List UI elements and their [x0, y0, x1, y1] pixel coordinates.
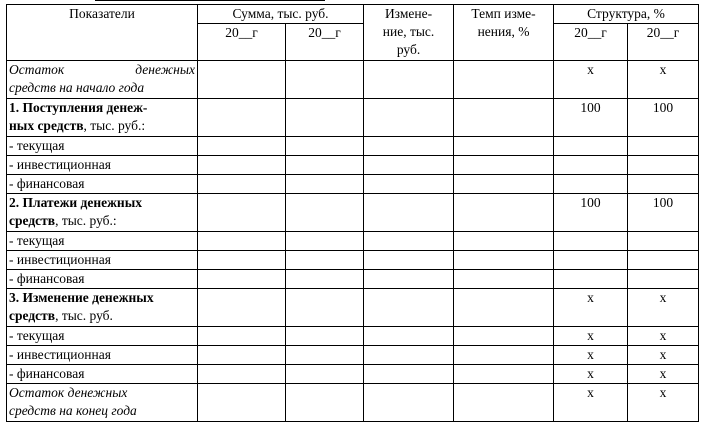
- cell: [628, 156, 699, 175]
- x-mark: x: [554, 365, 628, 384]
- label-operating: - текущая: [7, 137, 198, 156]
- label-operating: - текущая: [7, 232, 198, 251]
- header-rate-line1: Темп изме-: [471, 6, 536, 21]
- x-mark: x: [554, 346, 628, 365]
- net-change-line1: 3. Изменение денежных: [9, 290, 154, 305]
- cell: [628, 270, 699, 289]
- cell: [628, 175, 699, 194]
- closing-balance-structure-2: x: [628, 384, 699, 422]
- label-financing: - финансовая: [7, 270, 198, 289]
- cell: [454, 156, 554, 175]
- cell: [454, 251, 554, 270]
- header-sum-year-2: 20__г: [286, 24, 364, 61]
- cash-flow-analysis-table: [6, 4, 699, 422]
- closing-balance-line2: средств на конец года: [9, 403, 137, 418]
- cell: [198, 61, 286, 99]
- cell: [628, 232, 699, 251]
- outflows-line2-rest: , тыс. руб.:: [55, 213, 117, 228]
- row-inflows-investing: [7, 156, 699, 175]
- label-inflows: [7, 99, 198, 137]
- label-net-change: [7, 289, 198, 327]
- header-change-line3: руб.: [396, 42, 421, 57]
- inflows-line2-rest: , тыс. руб.:: [83, 118, 146, 133]
- label-financing: - финансовая: [7, 365, 198, 384]
- row-inflows-financing: [7, 175, 699, 194]
- inflows-line1: 1. Поступления денеж-: [9, 100, 148, 115]
- cell: [198, 365, 286, 384]
- cell: [286, 232, 364, 251]
- label-outflows: [7, 194, 198, 232]
- cell: [628, 251, 699, 270]
- cell: [198, 137, 286, 156]
- cell: [198, 346, 286, 365]
- header-change-line1: Измене-: [384, 6, 433, 21]
- cell: [364, 156, 454, 175]
- cell: [198, 156, 286, 175]
- row-outflows: [7, 194, 699, 232]
- cell: [364, 365, 454, 384]
- closing-balance-structure-1: x: [554, 384, 628, 422]
- x-mark: x: [628, 365, 699, 384]
- x-mark: x: [554, 327, 628, 346]
- inflows-structure-1: 100: [554, 99, 628, 137]
- cell: [364, 137, 454, 156]
- cell: [364, 61, 454, 99]
- inflows-structure-2: 100: [628, 99, 699, 137]
- cell: [628, 137, 699, 156]
- cell: [286, 194, 364, 232]
- outflows-structure-1: 100: [554, 194, 628, 232]
- label-financing: - финансовая: [7, 175, 198, 194]
- cell: [454, 175, 554, 194]
- cell: [286, 270, 364, 289]
- label-investing: - инвестиционная: [7, 346, 198, 365]
- row-net-change-operating: [7, 327, 699, 346]
- closing-balance-line1: Остаток денежных: [9, 385, 128, 400]
- cell: [554, 270, 628, 289]
- cell: [198, 289, 286, 327]
- cell: [364, 270, 454, 289]
- cell: [364, 232, 454, 251]
- cell: [198, 251, 286, 270]
- opening-balance-structure-2: x: [628, 61, 699, 99]
- label-opening-balance: [7, 61, 198, 99]
- cell: [554, 137, 628, 156]
- cell: [286, 99, 364, 137]
- cell: [198, 384, 286, 422]
- cell: [554, 232, 628, 251]
- cell: [454, 137, 554, 156]
- cell: [198, 194, 286, 232]
- cell: [364, 346, 454, 365]
- row-inflows: [7, 99, 699, 137]
- inflows-line2-bold: ных средств: [9, 118, 84, 133]
- cell: [286, 327, 364, 346]
- net-change-line2-bold: средств: [9, 308, 56, 323]
- row-net-change-financing: [7, 365, 699, 384]
- cell: [364, 327, 454, 346]
- cell: [554, 156, 628, 175]
- header-structure-year-1: 20__г: [554, 24, 628, 61]
- cell: [198, 270, 286, 289]
- cell: [198, 175, 286, 194]
- label-operating: - текущая: [7, 327, 198, 346]
- header-rate: [454, 5, 554, 61]
- cell: [454, 346, 554, 365]
- cell: [286, 137, 364, 156]
- cell: [454, 270, 554, 289]
- row-outflows-operating: [7, 232, 699, 251]
- cell: [286, 365, 364, 384]
- net-change-structure-1: x: [554, 289, 628, 327]
- cell: [364, 175, 454, 194]
- row-opening-balance: [7, 61, 699, 99]
- header-indicators: Показатели: [7, 5, 198, 61]
- cell: [454, 99, 554, 137]
- header-structure-year-2: 20__г: [628, 24, 699, 61]
- header-sum-year-1: 20__г: [198, 24, 286, 61]
- cell: [198, 99, 286, 137]
- net-change-line2-rest: , тыс. руб.: [55, 308, 113, 323]
- cell: [286, 175, 364, 194]
- outflows-line2-bold: средств: [9, 213, 56, 228]
- cell: [286, 61, 364, 99]
- label-closing-balance: [7, 384, 198, 422]
- header-change: [364, 5, 454, 61]
- opening-balance-structure-1: x: [554, 61, 628, 99]
- label-investing: - инвестиционная: [7, 156, 198, 175]
- x-mark: x: [628, 327, 699, 346]
- header-row-1: [7, 5, 699, 24]
- row-net-change: [7, 289, 699, 327]
- cell: [198, 327, 286, 346]
- row-outflows-financing: [7, 270, 699, 289]
- cell: [364, 289, 454, 327]
- cell: [286, 346, 364, 365]
- label-investing: - инвестиционная: [7, 251, 198, 270]
- cell: [554, 251, 628, 270]
- cell: [454, 232, 554, 251]
- opening-balance-word1: Остаток: [9, 62, 65, 77]
- row-outflows-investing: [7, 251, 699, 270]
- cell: [364, 384, 454, 422]
- header-sum: Сумма, тыс. руб.: [198, 5, 364, 24]
- opening-balance-word2: денежных: [135, 62, 195, 77]
- cell: [454, 61, 554, 99]
- cell: [454, 289, 554, 327]
- row-inflows-operating: [7, 137, 699, 156]
- x-mark: x: [628, 346, 699, 365]
- cell: [286, 156, 364, 175]
- cell: [554, 175, 628, 194]
- cell: [286, 251, 364, 270]
- opening-balance-line2: средств на начало года: [9, 80, 145, 95]
- header-structure: Структура, %: [554, 5, 699, 24]
- header-rate-line2: нения, %: [477, 24, 530, 39]
- outflows-structure-2: 100: [628, 194, 699, 232]
- cell: [286, 289, 364, 327]
- cell: [286, 384, 364, 422]
- outflows-line1: 2. Платежи денежных: [9, 195, 142, 210]
- row-closing-balance: [7, 384, 699, 422]
- cell: [364, 251, 454, 270]
- cell: [198, 232, 286, 251]
- net-change-structure-2: x: [628, 289, 699, 327]
- cell: [364, 194, 454, 232]
- cell: [454, 365, 554, 384]
- cell: [454, 194, 554, 232]
- row-net-change-investing: [7, 346, 699, 365]
- cell: [454, 384, 554, 422]
- cell: [364, 99, 454, 137]
- cell: [454, 327, 554, 346]
- header-change-line2: ние, тыс.: [382, 24, 435, 39]
